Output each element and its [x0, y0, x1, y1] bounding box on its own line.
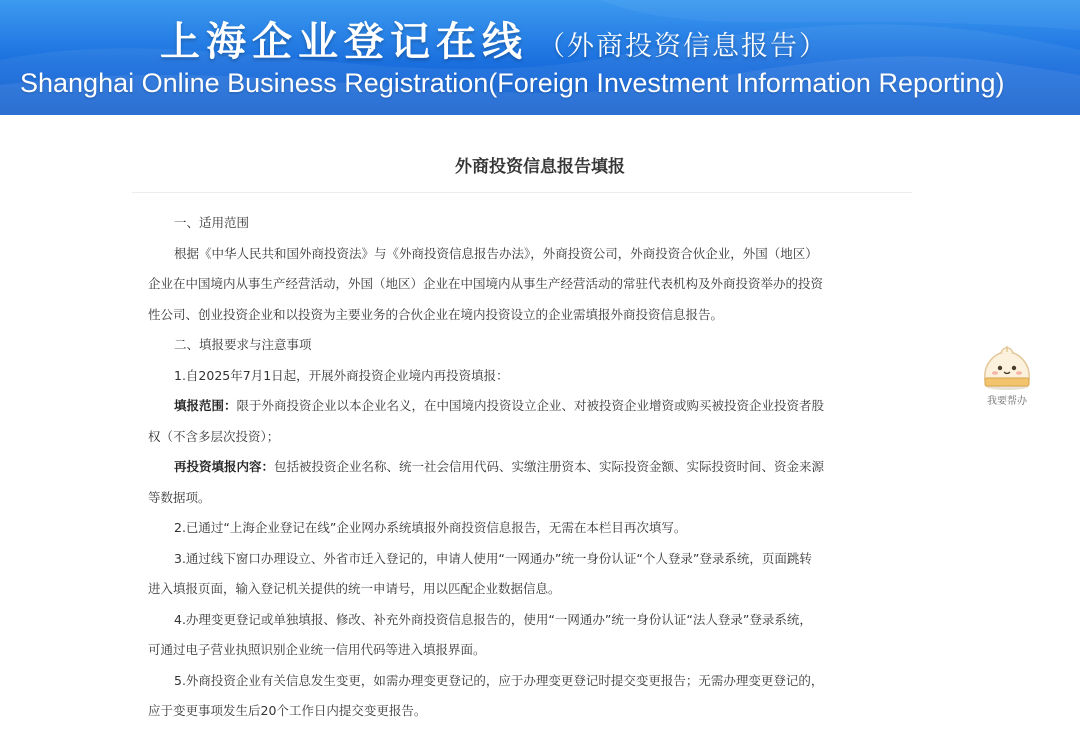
item5-line2: 应于变更事项发生后20个工作日内提交变更报告。	[148, 703, 427, 718]
title-divider	[132, 192, 912, 193]
banner-title-cn	[160, 10, 828, 67]
banner-title-en: Shanghai Online Business Registration(Foreign Investment Information Reporting)	[20, 68, 1005, 98]
item1-content-text: 包括被投资企业名称、统一社会信用代码、实缴注册资本、实际投资金额、实际投资时间、资金来源	[274, 459, 825, 474]
section2-heading: 二、填报要求与注意事项	[174, 337, 312, 352]
help-assistant-button[interactable]	[978, 340, 1036, 410]
item5-line1: 5.外商投资企业有关信息发生变更，如需办理变更登记的，应于办理变更登记时提交变更报告；无需办理变更登记的，	[174, 672, 824, 688]
section1-paragraph-line2: 企业在中国境内从事生产经营活动，外国（地区）企业在中国境内从事生产经营活动的常驻代表机构及外商投资举办的投资	[148, 276, 824, 291]
section1-heading: 一、适用范围	[174, 215, 250, 230]
item3-line2: 进入填报页面，输入登记机关提供的统一申请号，用以匹配企业数据信息。	[148, 581, 561, 596]
item1-content-label: 再投资填报内容：	[174, 459, 275, 474]
bun-mascot-icon	[979, 340, 1035, 392]
item4-line1: 4.办理变更登记或单独填报、修改、补充外商投资信息报告的，使用“一网通办”统一身份认证“法人登录”登录系统，	[174, 611, 812, 627]
item1-content	[148, 452, 896, 483]
section1-paragraph-line3: 性公司、创业投资企业和以投资为主要业务的合伙企业在境内投资设立的企业需填报外商投资信息报告。	[148, 306, 724, 322]
instructions-content	[148, 208, 896, 727]
item1-scope-text: 限于外商投资企业以本企业名义，在中国境内投资设立企业、对被投资企业增资或购买被投资企业投资者股	[236, 398, 825, 413]
item3-line1: 3.通过线下窗口办理设立、外省市迁入登记的，申请人使用“一网通办”统一身份认证“个人登录”登录系统，页面跳转	[174, 550, 812, 566]
header-banner	[0, 0, 1080, 115]
item2: 2.已通过“上海企业登记在线”企业网办系统填报外商投资信息报告，无需在本栏目再次填写。	[174, 520, 687, 535]
page-title: 外商投资信息报告填报	[455, 157, 625, 177]
item1-content-line2: 等数据项。	[148, 489, 211, 505]
item1: 1.自2025年7月1日起，开展外商投资企业境内再投资填报：	[174, 367, 509, 383]
item1-scope-label: 填报范围：	[174, 398, 237, 413]
item4-line2: 可通过电子营业执照识别企业统一信用代码等进入填报界面。	[148, 642, 486, 657]
section1-paragraph-line1: 根据《中华人民共和国外商投资法》与《外商投资信息报告办法》，外商投资公司，外商投资合伙企业，外国（地区）	[174, 245, 818, 261]
item1-scope-line2: 权（不含多层次投资）；	[148, 428, 280, 444]
help-assistant-label[interactable]: 我要帮办	[987, 396, 1027, 407]
banner-title-main: 上海企业登记在线	[160, 19, 528, 65]
banner-subtitle: （外商投资信息报告）	[538, 31, 828, 62]
item1-scope	[148, 391, 896, 422]
